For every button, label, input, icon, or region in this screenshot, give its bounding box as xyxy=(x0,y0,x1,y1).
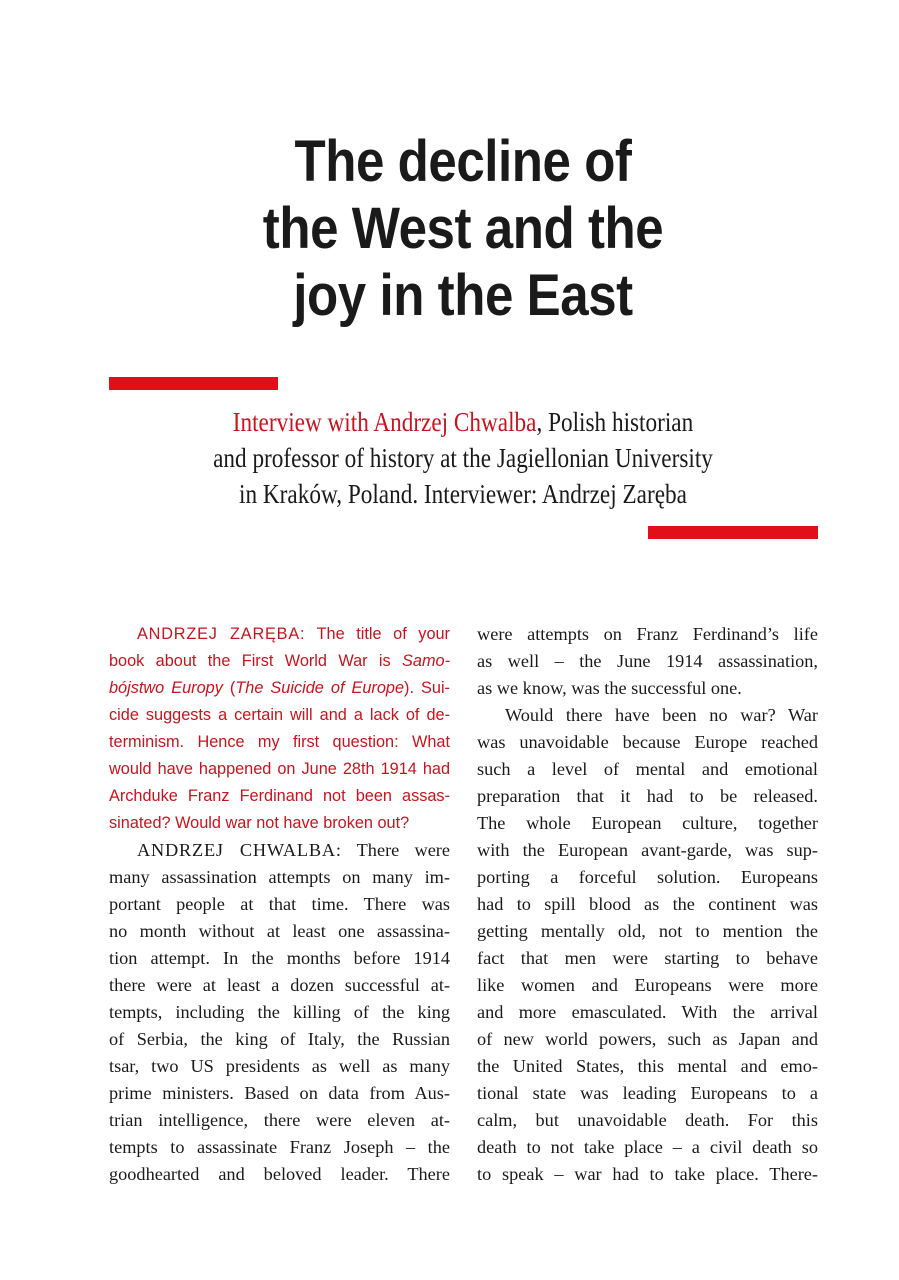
question-line: Archduke Franz Ferdinand not been assas- xyxy=(109,787,450,805)
answer-line: like women and Europeans were more xyxy=(477,975,818,995)
interviewer-name: ANDRZEJ ZARĘBA: xyxy=(137,625,306,643)
question-line: terminism. Hence my first question: What xyxy=(109,733,450,751)
answer-line: portant people at that time. There was xyxy=(109,894,450,914)
deck-line: in Kraków, Poland. Interviewer: Andrzej Zaręba xyxy=(239,479,687,509)
answer-line: to speak – war had to take place. There- xyxy=(477,1164,818,1184)
answer-line: had to spill blood as the continent was xyxy=(477,894,818,914)
answer-line: the United States, this mental and emo- xyxy=(477,1056,818,1076)
answer-line: ANDRZEJ CHWALBA: There were xyxy=(137,840,451,860)
right-column xyxy=(477,621,818,1188)
answer-line: were attempts on Franz Ferdinand’s life xyxy=(477,624,818,644)
article-title xyxy=(150,128,776,329)
question-line: sinated? Would war not have broken out? xyxy=(109,814,410,832)
answer-line: Would there have been no war? War xyxy=(505,705,818,725)
answer-line: tional state was leading Europeans to a xyxy=(477,1083,818,1103)
interviewer-question xyxy=(109,621,450,837)
answer-line: such a level of mental and emotional xyxy=(477,759,818,779)
book-title-translation: The Suicide of Europe xyxy=(235,679,405,697)
question-line: would have happened on June 28th 1914 had xyxy=(109,760,450,778)
answer-line: with the European avant-garde, was sup- xyxy=(477,840,818,860)
deck-line: and professor of history at the Jagiellonian University xyxy=(213,443,713,473)
answer-line: prime ministers. Based on data from Aus- xyxy=(109,1083,450,1103)
answer-line: fact that men were starting to behave xyxy=(477,948,818,968)
answer-line: as we know, was the successful one. xyxy=(477,678,742,698)
answer-line: no month without at least one assassina- xyxy=(109,921,450,941)
question-line: cide suggests a certain will and a lack of de- xyxy=(109,706,450,724)
answer-line: of Serbia, the king of Italy, the Russian xyxy=(109,1029,450,1049)
question-line: bójstwo Europy (The Suicide of Europe). Sui- xyxy=(109,679,450,697)
left-column xyxy=(109,621,450,1188)
answer-line: tempts, including the killing of the king xyxy=(109,1002,450,1022)
deck-text: , Polish historian xyxy=(536,407,694,437)
title-line: the West and the xyxy=(262,196,664,261)
answer-line: getting mentally old, not to mention the xyxy=(477,921,818,941)
article-deck xyxy=(150,404,776,512)
answer-line: tion attempt. In the months before 1914 xyxy=(109,948,450,968)
answer-line: tsar, two US presidents as well as many xyxy=(109,1056,450,1076)
answer-line: trian intelligence, there were eleven at- xyxy=(109,1110,450,1130)
answer-line: of new world powers, such as Japan and xyxy=(477,1029,818,1049)
deck-line xyxy=(194,404,732,440)
answer-line: tempts to assassinate Franz Joseph – the xyxy=(109,1137,450,1157)
answer-line: The whole European culture, together xyxy=(477,813,818,833)
answer-line: death to not take place – a civil death so xyxy=(477,1137,818,1157)
answer-line: was unavoidable because Europe reached xyxy=(477,732,818,752)
answer-line: calm, but unavoidable death. For this xyxy=(477,1110,818,1130)
interview-subject: Interview with Andrzej Chwalba xyxy=(232,407,537,437)
answer-line: porting a forceful solution. Europeans xyxy=(477,867,818,887)
title-line: joy in the East xyxy=(293,263,633,328)
answer-line: many assassination attempts on many im- xyxy=(109,867,450,887)
book-title-italic: Samo- xyxy=(402,652,450,670)
answer-line: goodhearted and beloved leader. There xyxy=(109,1164,450,1184)
decorative-red-bar-bottom xyxy=(648,526,818,539)
interviewee-name: ANDRZEJ CHWALBA: xyxy=(137,840,342,860)
title-line: The decline of xyxy=(294,129,632,194)
answer-line: and more emasculated. With the arrival xyxy=(477,1002,818,1022)
answer-line: as well – the June 1914 assassination, xyxy=(477,651,818,671)
decorative-red-bar-top xyxy=(109,377,278,390)
question-line: ANDRZEJ ZARĘBA: The title of your xyxy=(137,625,450,643)
answer-line: preparation that it had to be released. xyxy=(477,786,818,806)
book-title-italic: bójstwo Europy xyxy=(109,679,223,697)
answer-line: there were at least a dozen successful at- xyxy=(109,975,450,995)
question-line: book about the First World War is Samo- xyxy=(109,652,450,670)
interviewee-answer xyxy=(109,837,450,1188)
